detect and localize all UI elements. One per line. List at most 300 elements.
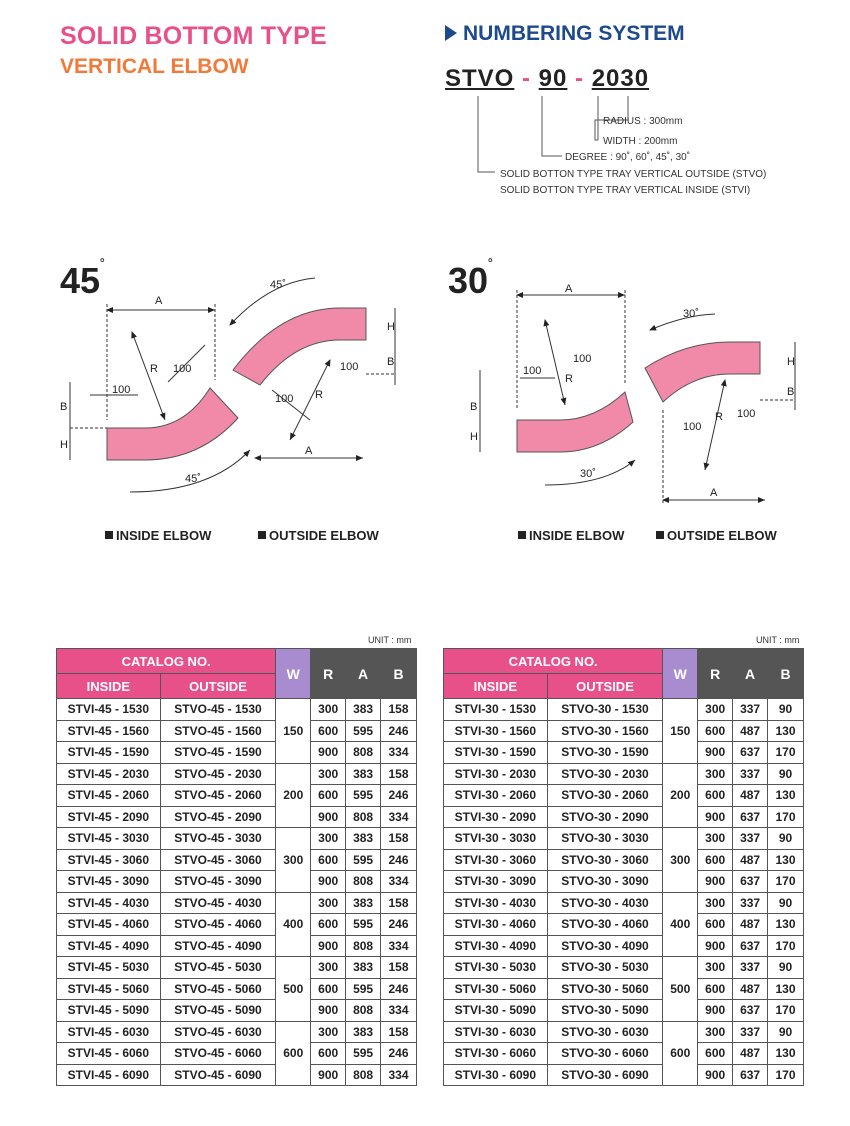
- cell-inside: STVI-45 - 5060: [57, 978, 161, 1000]
- cell-b: 170: [768, 742, 804, 764]
- cell-b: 130: [768, 849, 804, 871]
- cell-a: 383: [346, 1021, 381, 1043]
- cell-inside: STVI-30 - 4060: [444, 914, 548, 936]
- cell-a: 487: [733, 785, 768, 807]
- cell-b: 170: [768, 871, 804, 893]
- label-a: A: [710, 487, 718, 499]
- cell-outside: STVO-45 - 6060: [160, 1043, 276, 1065]
- cell-r: 600: [311, 1043, 346, 1065]
- label-angle: 45˚: [270, 279, 286, 291]
- cell-outside: STVO-30 - 3090: [547, 871, 663, 893]
- cell-inside: STVI-30 - 5090: [444, 1000, 548, 1022]
- cell-b: 170: [768, 806, 804, 828]
- cell-inside: STVI-45 - 2090: [57, 806, 161, 828]
- table-row: [444, 1043, 804, 1065]
- cell-b: 170: [768, 1064, 804, 1086]
- cell-outside: STVO-45 - 6090: [160, 1064, 276, 1086]
- cell-b: 130: [768, 785, 804, 807]
- legend-outside-elbow-30: OUTSIDE ELBOW: [656, 528, 777, 543]
- cell-outside: STVO-45 - 5030: [160, 957, 276, 979]
- cell-r: 300: [698, 763, 733, 785]
- cell-r: 900: [698, 1064, 733, 1086]
- elbow-30-diagram: [465, 280, 825, 510]
- cell-a: 637: [733, 935, 768, 957]
- label-100: 100: [573, 353, 592, 365]
- cell-a: 383: [346, 828, 381, 850]
- cell-b: 246: [381, 720, 417, 742]
- cell-a: 487: [733, 914, 768, 936]
- cell-inside: STVI-45 - 3030: [57, 828, 161, 850]
- table-row: [444, 935, 804, 957]
- cell-a: 383: [346, 892, 381, 914]
- label-angle: 30˚: [683, 308, 699, 320]
- table-row: [444, 699, 804, 721]
- cell-outside: STVO-30 - 6060: [547, 1043, 663, 1065]
- cell-outside: STVO-30 - 2090: [547, 806, 663, 828]
- label-a: A: [305, 445, 313, 457]
- cell-a: 383: [346, 957, 381, 979]
- cell-a: 337: [733, 699, 768, 721]
- cell-outside: STVO-30 - 2060: [547, 785, 663, 807]
- label-h: H: [787, 356, 795, 368]
- header-inside: INSIDE: [57, 674, 161, 699]
- table-row: [444, 742, 804, 764]
- cell-inside: STVI-30 - 5060: [444, 978, 548, 1000]
- cell-outside: STVO-45 - 2030: [160, 763, 276, 785]
- label-h: H: [470, 431, 478, 443]
- header-a: A: [346, 649, 381, 699]
- cell-r: 300: [698, 828, 733, 850]
- legend-inside-elbow-30: INSIDE ELBOW: [518, 528, 624, 543]
- cell-w: 400: [276, 892, 311, 957]
- cell-outside: STVO-30 - 2030: [547, 763, 663, 785]
- cell-r: 300: [698, 699, 733, 721]
- header-outside: OUTSIDE: [547, 674, 663, 699]
- label-b: B: [387, 356, 395, 368]
- cell-inside: STVI-45 - 2060: [57, 785, 161, 807]
- table-row: [444, 806, 804, 828]
- cell-b: 246: [381, 849, 417, 871]
- header-b: B: [381, 649, 417, 699]
- cell-inside: STVI-30 - 1590: [444, 742, 548, 764]
- elbow-45-diagram: [50, 270, 420, 510]
- cell-outside: STVO-45 - 3030: [160, 828, 276, 850]
- code-size: 2030: [591, 65, 650, 92]
- cell-r: 600: [698, 1043, 733, 1065]
- cell-w: 400: [663, 892, 698, 957]
- table-row: [444, 849, 804, 871]
- label-a: A: [565, 283, 573, 295]
- cell-b: 158: [381, 828, 417, 850]
- label-r: R: [315, 389, 323, 401]
- header-w: W: [276, 649, 311, 699]
- cell-w: 300: [663, 828, 698, 893]
- cell-a: 337: [733, 763, 768, 785]
- code-sep-2: -: [567, 65, 592, 92]
- cell-b: 130: [768, 1043, 804, 1065]
- cell-outside: STVO-45 - 2060: [160, 785, 276, 807]
- page-title: SOLID BOTTOM TYPE: [60, 22, 327, 50]
- cell-a: 595: [346, 1043, 381, 1065]
- inside-elbow-30: [517, 392, 633, 452]
- cell-b: 170: [768, 935, 804, 957]
- table-row: [57, 978, 417, 1000]
- table-row: [57, 935, 417, 957]
- label-h: H: [60, 439, 68, 451]
- code-sep-1: -: [514, 65, 539, 92]
- cell-w: 600: [663, 1021, 698, 1086]
- cell-b: 90: [768, 892, 804, 914]
- cell-b: 90: [768, 699, 804, 721]
- cell-inside: STVI-30 - 4030: [444, 892, 548, 914]
- cell-inside: STVI-45 - 6060: [57, 1043, 161, 1065]
- cell-inside: STVI-45 - 5090: [57, 1000, 161, 1022]
- cell-inside: STVI-45 - 2030: [57, 763, 161, 785]
- cell-b: 158: [381, 1021, 417, 1043]
- label-100: 100: [340, 361, 359, 373]
- width-note: WIDTH : 200mm: [603, 136, 678, 147]
- cell-b: 334: [381, 1064, 417, 1086]
- header-catalog: CATALOG NO.: [444, 649, 663, 674]
- cell-a: 808: [346, 806, 381, 828]
- cell-inside: STVI-30 - 6030: [444, 1021, 548, 1043]
- cell-w: 200: [276, 763, 311, 828]
- cell-a: 337: [733, 1021, 768, 1043]
- cell-outside: STVO-30 - 6090: [547, 1064, 663, 1086]
- cell-r: 600: [311, 914, 346, 936]
- cell-b: 158: [381, 763, 417, 785]
- cell-inside: STVI-45 - 3090: [57, 871, 161, 893]
- cell-inside: STVI-45 - 1590: [57, 742, 161, 764]
- cell-r: 600: [698, 720, 733, 742]
- legend-inside-elbow-45: INSIDE ELBOW: [105, 528, 211, 543]
- label-100: 100: [737, 408, 756, 420]
- label-angle: 45˚: [185, 473, 201, 485]
- table-row: [444, 1064, 804, 1086]
- label-100: 100: [275, 393, 294, 405]
- table-row: [57, 806, 417, 828]
- cell-w: 500: [276, 957, 311, 1022]
- cell-r: 300: [311, 763, 346, 785]
- cell-r: 900: [311, 935, 346, 957]
- cell-b: 246: [381, 785, 417, 807]
- label-100: 100: [112, 384, 131, 396]
- degree-symbol: ˚: [488, 258, 494, 275]
- cell-inside: STVI-45 - 6090: [57, 1064, 161, 1086]
- cell-b: 170: [768, 1000, 804, 1022]
- cell-a: 808: [346, 1000, 381, 1022]
- table-row: [57, 1021, 417, 1043]
- cell-b: 158: [381, 957, 417, 979]
- legend-outside-elbow-45: OUTSIDE ELBOW: [258, 528, 379, 543]
- cell-outside: STVO-45 - 1590: [160, 742, 276, 764]
- cell-b: 334: [381, 871, 417, 893]
- cell-r: 900: [311, 742, 346, 764]
- table-row: [57, 914, 417, 936]
- cell-inside: STVI-45 - 4090: [57, 935, 161, 957]
- cell-a: 595: [346, 785, 381, 807]
- radius-note: RADIUS : 300mm: [603, 116, 683, 127]
- cell-outside: STVO-30 - 5030: [547, 957, 663, 979]
- cell-b: 334: [381, 1000, 417, 1022]
- cell-r: 600: [311, 849, 346, 871]
- cell-a: 637: [733, 742, 768, 764]
- cell-b: 130: [768, 978, 804, 1000]
- cell-r: 900: [311, 871, 346, 893]
- cell-r: 900: [311, 1064, 346, 1086]
- triangle-icon: [445, 25, 457, 41]
- header-outside: OUTSIDE: [160, 674, 276, 699]
- cell-a: 595: [346, 849, 381, 871]
- cell-b: 334: [381, 806, 417, 828]
- cell-r: 300: [311, 1021, 346, 1043]
- inside-note: SOLID BOTTON TYPE TRAY VERTICAL INSIDE (STVI): [500, 185, 751, 196]
- numbering-code: [445, 65, 649, 93]
- label-r: R: [715, 411, 723, 423]
- cell-outside: STVO-45 - 1560: [160, 720, 276, 742]
- cell-r: 300: [698, 957, 733, 979]
- cell-a: 487: [733, 849, 768, 871]
- cell-inside: STVI-30 - 2030: [444, 763, 548, 785]
- label-100: 100: [173, 363, 192, 375]
- cell-b: 130: [768, 914, 804, 936]
- cell-inside: STVI-30 - 1560: [444, 720, 548, 742]
- cell-a: 337: [733, 957, 768, 979]
- cell-outside: STVO-30 - 4060: [547, 914, 663, 936]
- table-row: [57, 1000, 417, 1022]
- cell-a: 595: [346, 914, 381, 936]
- cell-outside: STVO-30 - 3030: [547, 828, 663, 850]
- table-row: [57, 1064, 417, 1086]
- table-row: [444, 1000, 804, 1022]
- cell-a: 337: [733, 892, 768, 914]
- cell-outside: STVO-45 - 3090: [160, 871, 276, 893]
- label-b: B: [470, 401, 478, 413]
- page-subtitle: VERTICAL ELBOW: [60, 55, 249, 78]
- cell-b: 130: [768, 720, 804, 742]
- label-r: R: [150, 363, 158, 375]
- label-h: H: [387, 321, 395, 333]
- catalog-table-45: [56, 648, 417, 1086]
- cell-inside: STVI-45 - 5030: [57, 957, 161, 979]
- table-row: [57, 892, 417, 914]
- cell-b: 158: [381, 699, 417, 721]
- cell-r: 600: [698, 914, 733, 936]
- cell-inside: STVI-30 - 3060: [444, 849, 548, 871]
- label-100: 100: [523, 365, 542, 377]
- cell-a: 337: [733, 828, 768, 850]
- cell-outside: STVO-45 - 6030: [160, 1021, 276, 1043]
- degree-note: DEGREE : 90˚, 60˚, 45˚, 30˚: [565, 152, 691, 163]
- cell-r: 600: [698, 849, 733, 871]
- cell-w: 300: [276, 828, 311, 893]
- cell-a: 808: [346, 1064, 381, 1086]
- cell-w: 150: [276, 699, 311, 764]
- table-row: [57, 720, 417, 742]
- header-b: B: [768, 649, 804, 699]
- table-row: [444, 914, 804, 936]
- table-row: [444, 785, 804, 807]
- cell-a: 487: [733, 978, 768, 1000]
- cell-inside: STVI-30 - 6090: [444, 1064, 548, 1086]
- table-row: [57, 785, 417, 807]
- cell-a: 595: [346, 720, 381, 742]
- cell-outside: STVO-30 - 4030: [547, 892, 663, 914]
- cell-b: 90: [768, 828, 804, 850]
- cell-r: 300: [311, 892, 346, 914]
- cell-r: 900: [698, 742, 733, 764]
- cell-r: 300: [698, 1021, 733, 1043]
- cell-inside: STVI-45 - 4060: [57, 914, 161, 936]
- inside-elbow-45: [107, 388, 238, 460]
- cell-r: 900: [698, 1000, 733, 1022]
- cell-outside: STVO-45 - 1530: [160, 699, 276, 721]
- outside-note: SOLID BOTTON TYPE TRAY VERTICAL OUTSIDE (STVO): [500, 169, 767, 180]
- cell-a: 808: [346, 742, 381, 764]
- cell-a: 637: [733, 871, 768, 893]
- header-catalog: CATALOG NO.: [57, 649, 276, 674]
- table-row: [444, 828, 804, 850]
- cell-b: 90: [768, 763, 804, 785]
- cell-r: 600: [311, 720, 346, 742]
- table-row: [57, 871, 417, 893]
- cell-b: 90: [768, 1021, 804, 1043]
- label-angle: 30˚: [580, 468, 596, 480]
- cell-outside: STVO-45 - 5090: [160, 1000, 276, 1022]
- unit-label-left: UNIT : mm: [368, 635, 412, 645]
- code-degree: 90: [538, 65, 568, 92]
- outside-elbow-45: [233, 308, 366, 385]
- cell-outside: STVO-30 - 5060: [547, 978, 663, 1000]
- cell-w: 150: [663, 699, 698, 764]
- header-a: A: [733, 649, 768, 699]
- header-inside: INSIDE: [444, 674, 548, 699]
- cell-r: 900: [698, 871, 733, 893]
- code-prefix: STVO: [445, 65, 515, 92]
- cell-r: 600: [698, 785, 733, 807]
- cell-outside: STVO-30 - 5090: [547, 1000, 663, 1022]
- cell-inside: STVI-30 - 3030: [444, 828, 548, 850]
- header-r: R: [698, 649, 733, 699]
- cell-inside: STVI-30 - 5030: [444, 957, 548, 979]
- cell-inside: STVI-30 - 1530: [444, 699, 548, 721]
- table-row: [444, 1021, 804, 1043]
- cell-outside: STVO-45 - 2090: [160, 806, 276, 828]
- label-b: B: [60, 401, 68, 413]
- cell-inside: STVI-45 - 3060: [57, 849, 161, 871]
- cell-r: 600: [311, 785, 346, 807]
- cell-outside: STVO-45 - 5060: [160, 978, 276, 1000]
- cell-outside: STVO-45 - 4030: [160, 892, 276, 914]
- table-row: [444, 763, 804, 785]
- label-a: A: [155, 295, 163, 307]
- table-row: [57, 849, 417, 871]
- cell-inside: STVI-45 - 6030: [57, 1021, 161, 1043]
- cell-r: 600: [311, 978, 346, 1000]
- cell-inside: STVI-30 - 6060: [444, 1043, 548, 1065]
- cell-inside: STVI-45 - 1530: [57, 699, 161, 721]
- table-row: [444, 871, 804, 893]
- header-r: R: [311, 649, 346, 699]
- cell-a: 637: [733, 806, 768, 828]
- cell-b: 246: [381, 1043, 417, 1065]
- table-row: [57, 828, 417, 850]
- cell-a: 487: [733, 720, 768, 742]
- cell-outside: STVO-30 - 1590: [547, 742, 663, 764]
- cell-outside: STVO-30 - 3060: [547, 849, 663, 871]
- table-row: [57, 763, 417, 785]
- table-row: [444, 957, 804, 979]
- cell-r: 600: [698, 978, 733, 1000]
- cell-a: 487: [733, 1043, 768, 1065]
- cell-b: 246: [381, 914, 417, 936]
- cell-r: 900: [311, 1000, 346, 1022]
- cell-inside: STVI-45 - 1560: [57, 720, 161, 742]
- cell-outside: STVO-30 - 6030: [547, 1021, 663, 1043]
- cell-outside: STVO-45 - 4060: [160, 914, 276, 936]
- cell-inside: STVI-30 - 2060: [444, 785, 548, 807]
- numbering-title-text: NUMBERING SYSTEM: [463, 22, 685, 45]
- degree-45-value: 45: [60, 260, 101, 301]
- cell-b: 158: [381, 892, 417, 914]
- cell-r: 300: [311, 699, 346, 721]
- outside-elbow-30: [645, 342, 760, 402]
- cell-outside: STVO-45 - 4090: [160, 935, 276, 957]
- degree-symbol: ˚: [100, 258, 106, 275]
- label-100: 100: [683, 421, 702, 433]
- cell-w: 500: [663, 957, 698, 1022]
- cell-b: 334: [381, 935, 417, 957]
- table-row: [57, 957, 417, 979]
- cell-w: 200: [663, 763, 698, 828]
- table-row: [57, 1043, 417, 1065]
- label-b: B: [787, 386, 795, 398]
- cell-r: 900: [698, 806, 733, 828]
- cell-r: 300: [311, 828, 346, 850]
- cell-a: 637: [733, 1064, 768, 1086]
- cell-r: 300: [311, 957, 346, 979]
- cell-b: 334: [381, 742, 417, 764]
- cell-inside: STVI-45 - 4030: [57, 892, 161, 914]
- cell-a: 808: [346, 935, 381, 957]
- header-w: W: [663, 649, 698, 699]
- cell-outside: STVO-30 - 4090: [547, 935, 663, 957]
- cell-r: 900: [698, 935, 733, 957]
- table-row: [57, 742, 417, 764]
- cell-a: 383: [346, 699, 381, 721]
- table-row: [444, 892, 804, 914]
- catalog-table-30: [443, 648, 804, 1086]
- unit-label-right: UNIT : mm: [756, 635, 800, 645]
- cell-inside: STVI-30 - 2090: [444, 806, 548, 828]
- cell-b: 90: [768, 957, 804, 979]
- table-row: [57, 699, 417, 721]
- label-r: R: [565, 373, 573, 385]
- table-row: [444, 978, 804, 1000]
- table-row: [444, 720, 804, 742]
- cell-w: 600: [276, 1021, 311, 1086]
- cell-r: 300: [698, 892, 733, 914]
- degree-30-value: 30: [448, 260, 489, 301]
- cell-outside: STVO-45 - 3060: [160, 849, 276, 871]
- cell-r: 900: [311, 806, 346, 828]
- cell-a: 383: [346, 763, 381, 785]
- cell-a: 595: [346, 978, 381, 1000]
- cell-inside: STVI-30 - 3090: [444, 871, 548, 893]
- cell-inside: STVI-30 - 4090: [444, 935, 548, 957]
- cell-a: 637: [733, 1000, 768, 1022]
- cell-a: 808: [346, 871, 381, 893]
